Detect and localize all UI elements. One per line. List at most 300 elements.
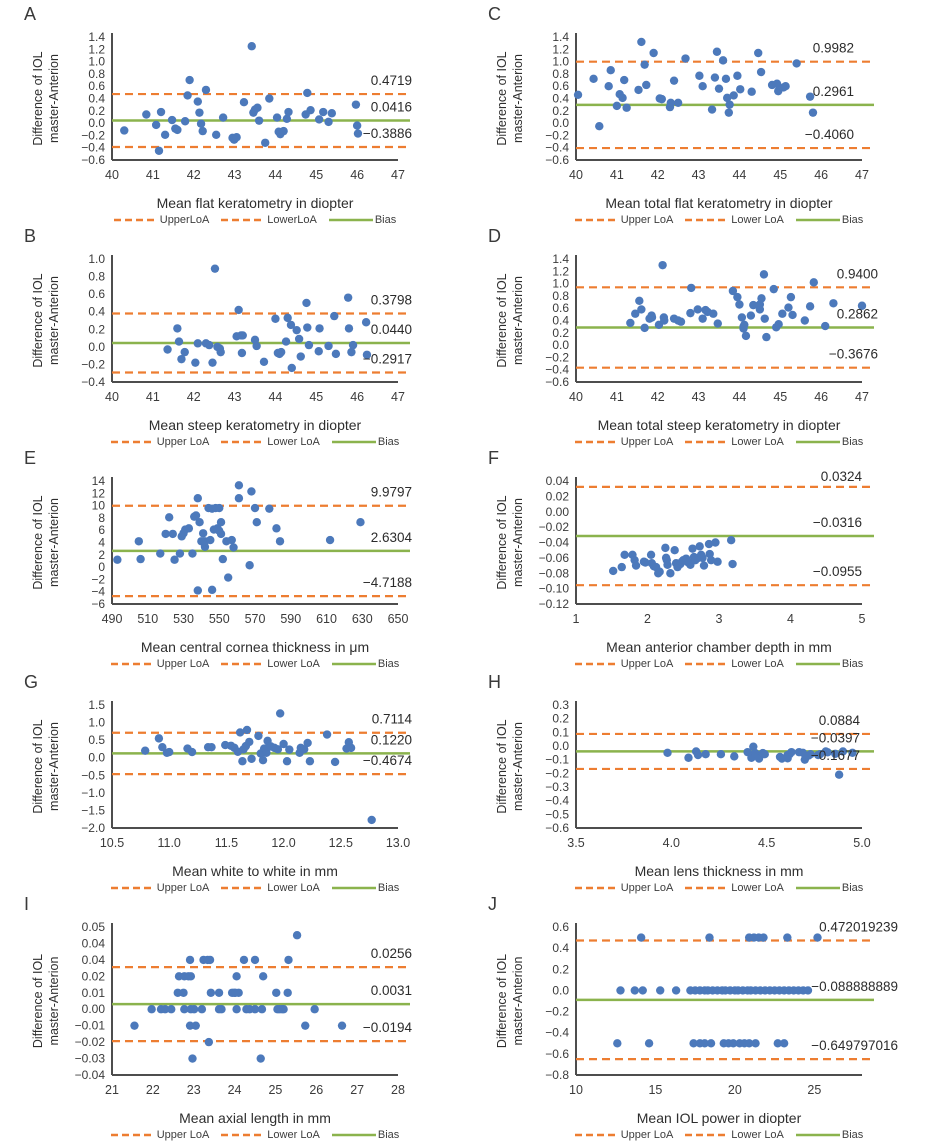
scatter-point <box>813 933 821 941</box>
x-tick-label: 24 <box>227 1083 242 1097</box>
scatter-point <box>254 732 262 740</box>
scatter-point <box>717 750 725 758</box>
x-tick-label: 12.0 <box>271 836 296 850</box>
x-tick-label: 630 <box>351 612 373 626</box>
scatter-point <box>660 316 668 324</box>
x-axis-title: Mean white to white in mm <box>172 863 338 879</box>
scatter-point <box>232 133 240 141</box>
scatter-point <box>663 561 671 569</box>
scatter-point <box>188 1054 196 1062</box>
y-tick-label: 1.0 <box>88 252 105 266</box>
y-tick-label: −0.2 <box>81 357 105 372</box>
x-tick-label: 27 <box>350 1083 365 1097</box>
solid-line-icon <box>796 1132 840 1138</box>
y-tick-label: 0.2 <box>552 962 569 977</box>
y-tick-label: 1.2 <box>552 42 569 57</box>
y-tick-label: −0.2 <box>545 766 569 781</box>
scatter-point <box>206 956 214 964</box>
y-tick-label: 0.2 <box>552 711 569 726</box>
x-tick-label: 40 <box>569 390 583 404</box>
scatter-point <box>284 108 292 116</box>
y-tick-label: −0.03 <box>74 1051 105 1066</box>
scatter-point <box>251 956 259 964</box>
scatter-point <box>788 311 796 319</box>
x-tick-label: 42 <box>650 168 665 182</box>
scatter-point <box>295 335 303 343</box>
scatter-point <box>698 554 706 562</box>
y-tick-label: 0.2 <box>88 103 105 118</box>
scatter-point <box>695 72 703 80</box>
scatter-point <box>181 348 189 356</box>
x-tick-label: 42 <box>186 390 201 404</box>
scatter-point <box>271 315 279 323</box>
panel-G <box>0 668 464 894</box>
y-tick-label: −0.04 <box>74 1068 105 1082</box>
scatter-point <box>658 95 666 103</box>
scatter-point <box>238 349 246 357</box>
scatter-point <box>747 88 755 96</box>
scatter-point <box>607 66 615 74</box>
x-tick-label: 41 <box>609 390 624 404</box>
scatter-point <box>694 751 702 759</box>
scatter-point <box>323 730 331 738</box>
scatter-point <box>229 543 237 551</box>
legend-bias <box>332 1129 399 1141</box>
y-tick-label: −0.4 <box>545 140 569 155</box>
y-tick-label: 0.02 <box>545 489 569 504</box>
scatter-point <box>589 75 597 83</box>
scatter-point <box>674 99 682 107</box>
legend-label: Bias <box>377 882 400 894</box>
x-tick-label: 10.5 <box>99 836 125 850</box>
chart-svg-C <box>464 27 928 190</box>
y-tick-label: 0.1 <box>552 725 569 740</box>
y-tick-label: 1.0 <box>88 54 105 69</box>
y-tick-label: −0.5 <box>81 768 105 783</box>
legend-label: Upper LoA <box>620 436 674 448</box>
y-axis-title-line1: Difference of IOL <box>495 51 509 146</box>
scatter-point <box>141 746 149 754</box>
x-axis-title: Mean axial length in mm <box>179 1110 331 1126</box>
legend-lower-loa <box>221 1129 320 1141</box>
scatter-point <box>622 104 630 112</box>
y-tick-label: 1.4 <box>552 30 569 44</box>
scatter-point <box>315 347 323 355</box>
upper-loa-value: 0.472019239 <box>819 919 898 935</box>
legend-label: Upper LoA <box>156 436 210 448</box>
legend-bias <box>796 1129 863 1141</box>
y-axis-title-line1: Difference of IOL <box>495 719 509 814</box>
scatter-point <box>305 341 313 349</box>
y-axis-title-line1: Difference of IOL <box>31 273 45 368</box>
y-tick-label: −0.10 <box>538 581 569 596</box>
x-axis-title: Mean lens thickness in mm <box>634 863 804 879</box>
panel-B <box>0 222 464 448</box>
bias-value: −0.088888889 <box>811 978 898 994</box>
dashed-line-icon <box>221 661 265 667</box>
legend-label: Upper LoA <box>620 1129 674 1141</box>
y-tick-label: 0.8 <box>552 288 569 303</box>
scatter-point <box>620 76 628 84</box>
scatter-point <box>303 323 311 331</box>
x-tick-label: 44 <box>268 168 283 182</box>
legend-label: Bias <box>841 436 864 448</box>
scatter-point <box>735 300 743 308</box>
y-tick-label: 12 <box>91 486 105 501</box>
bias-value: −0.0316 <box>812 515 862 531</box>
y-tick-label: 1.0 <box>88 715 105 730</box>
scatter-point <box>297 352 305 360</box>
scatter-point <box>130 1021 138 1029</box>
scatter-point <box>188 748 196 756</box>
panel-letter: F <box>488 448 500 468</box>
y-tick-label: 0.2 <box>552 325 569 340</box>
scatter-point <box>167 1005 175 1013</box>
legend-label: LowerLoA <box>267 214 317 226</box>
y-tick-label: 0.0 <box>552 739 569 753</box>
legend-label: Bias <box>377 658 400 670</box>
legend-label: Lower LoA <box>267 882 320 894</box>
y-axis-title-line2: master-Anterion <box>511 956 525 1046</box>
y-tick-label: −0.2 <box>545 1004 569 1019</box>
scatter-point <box>332 350 340 358</box>
panel-letter: I <box>24 894 30 914</box>
upper-loa-value: 0.4719 <box>370 73 412 89</box>
x-tick-label: 28 <box>391 1083 405 1097</box>
scatter-point <box>283 757 291 765</box>
scatter-point <box>185 524 193 532</box>
scatter-point <box>211 264 219 272</box>
dashed-line-icon <box>685 1132 729 1138</box>
scatter-point <box>219 555 227 563</box>
y-tick-label: −0.6 <box>545 153 569 167</box>
scatter-point <box>253 518 261 526</box>
dashed-line-icon <box>221 1132 265 1138</box>
x-tick-label: 13.0 <box>385 836 411 850</box>
scatter-point <box>810 278 818 286</box>
scatter-point <box>711 73 719 81</box>
scatter-point <box>618 563 626 571</box>
y-tick-label: −6 <box>91 597 105 611</box>
scatter-point <box>761 314 769 322</box>
x-tick-label: 23 <box>186 1083 201 1097</box>
scatter-point <box>757 68 765 76</box>
panel-E <box>0 444 464 668</box>
x-tick-label: 46 <box>350 168 365 182</box>
y-tick-label: −0.02 <box>74 1035 105 1050</box>
scatter-point <box>306 106 314 114</box>
scatter-point <box>787 293 795 301</box>
y-tick-label: 0.0 <box>552 983 569 998</box>
scatter-point <box>666 569 674 577</box>
y-tick-label: 0.04 <box>81 952 105 967</box>
scatter-point <box>199 529 207 537</box>
scatter-point <box>362 318 370 326</box>
panel-letter: G <box>24 672 39 692</box>
bias-value: 0.0031 <box>370 983 412 999</box>
y-tick-label: −0.2 <box>545 350 569 365</box>
upper-loa-value: 0.0884 <box>818 712 860 728</box>
x-tick-label: 41 <box>145 168 160 182</box>
panel-A <box>0 0 464 226</box>
scatter-point <box>626 319 634 327</box>
x-tick-label: 40 <box>569 168 583 182</box>
x-axis-title: Mean IOL power in diopter <box>636 1110 802 1126</box>
y-axis-title-line1: Difference of IOL <box>31 495 45 590</box>
scatter-point <box>163 345 171 353</box>
scatter-point <box>247 487 255 495</box>
scatter-point <box>152 121 160 129</box>
scatter-point <box>695 542 703 550</box>
scatter-point <box>792 59 800 67</box>
scatter-point <box>292 326 300 334</box>
x-tick-label: 43 <box>227 390 242 404</box>
dashed-line-icon <box>575 661 619 667</box>
scatter-point <box>770 285 778 293</box>
x-tick-label: 45 <box>309 390 324 404</box>
y-tick-label: −0.2 <box>81 128 105 143</box>
legend-label: Bias <box>377 436 400 448</box>
y-tick-label: −0.01 <box>74 1018 105 1033</box>
scatter-point <box>353 121 361 129</box>
x-axis-title: Mean total steep keratometry in diopter <box>597 417 841 433</box>
scatter-point <box>240 98 248 106</box>
x-tick-label: 490 <box>101 612 123 626</box>
scatter-point <box>711 538 719 546</box>
scatter-point <box>757 294 765 302</box>
y-tick-label: 0.00 <box>545 504 569 519</box>
y-axis-title-line2: master-Anterion <box>511 722 525 811</box>
x-tick-label: 15 <box>648 1083 663 1097</box>
scatter-point <box>165 748 173 756</box>
scatter-point <box>616 986 624 994</box>
lower-loa-value: −0.0955 <box>812 564 862 580</box>
scatter-point <box>190 1005 198 1013</box>
y-tick-label: 0.02 <box>81 969 105 984</box>
x-tick-label: 42 <box>650 390 665 404</box>
x-tick-label: 10 <box>569 1083 583 1097</box>
scatter-point <box>640 60 648 68</box>
y-tick-label: 0.5 <box>88 733 105 748</box>
scatter-point <box>258 1005 266 1013</box>
scatter-point <box>315 324 323 332</box>
y-tick-label: 1.0 <box>552 54 569 69</box>
scatter-point <box>733 293 741 301</box>
scatter-point <box>595 122 603 130</box>
solid-line-icon <box>796 661 840 667</box>
scatter-point <box>761 750 769 758</box>
y-tick-label: −0.04 <box>538 535 569 550</box>
y-tick-label: 0.8 <box>88 66 105 81</box>
scatter-point <box>283 989 291 997</box>
y-tick-label: 1.5 <box>88 698 105 712</box>
chart-svg-E <box>0 471 464 634</box>
scatter-point <box>205 1038 213 1046</box>
x-tick-label: 46 <box>350 390 365 404</box>
x-tick-label: 44 <box>732 390 747 404</box>
scatter-point <box>224 573 232 581</box>
x-tick-label: 610 <box>316 612 337 626</box>
scatter-point <box>742 332 750 340</box>
legend-lower-loa <box>685 1129 784 1141</box>
scatter-point <box>277 348 285 356</box>
y-axis-title-line1: Difference of IOL <box>495 273 509 368</box>
scatter-point <box>245 738 253 746</box>
scatter-point <box>715 84 723 92</box>
scatter-point <box>265 94 273 102</box>
scatter-point <box>168 116 176 124</box>
chart-svg-B <box>0 249 464 412</box>
scatter-point <box>655 568 663 576</box>
scatter-point <box>194 494 202 502</box>
scatter-point <box>331 758 339 766</box>
y-tick-label: 0 <box>98 560 105 575</box>
scatter-point <box>667 99 675 107</box>
y-tick-label: 0.8 <box>552 66 569 81</box>
scatter-point <box>821 322 829 330</box>
y-tick-label: −0.6 <box>81 153 105 167</box>
y-axis-title-line1: Difference of IOL <box>31 719 45 814</box>
scatter-point <box>632 561 640 569</box>
scatter-point <box>285 745 293 753</box>
y-tick-label: 0.4 <box>88 304 105 319</box>
x-tick-label: 25 <box>807 1083 822 1097</box>
scatter-point <box>234 306 242 314</box>
scatter-point <box>208 358 216 366</box>
x-tick-label: 5 <box>858 612 866 626</box>
scatter-point <box>347 744 355 752</box>
scatter-point <box>208 586 216 594</box>
scatter-point <box>328 109 336 117</box>
scatter-point <box>169 530 177 538</box>
y-axis-title-line2: master-Anterion <box>47 498 61 587</box>
legend-label: Lower LoA <box>267 1129 320 1141</box>
panel-letter: B <box>24 226 37 246</box>
panel-D <box>464 222 928 448</box>
y-tick-label: −1.0 <box>81 785 105 800</box>
scatter-point <box>637 933 645 941</box>
y-tick-label: 0.3 <box>552 698 569 712</box>
panel-J <box>464 890 928 1148</box>
upper-loa-value: 0.9400 <box>836 266 878 282</box>
scatter-point <box>247 755 255 763</box>
scatter-point <box>631 986 639 994</box>
lower-loa-value: −0.3676 <box>828 346 878 362</box>
y-tick-label: 1.4 <box>88 30 105 44</box>
x-tick-label: 22 <box>145 1083 160 1097</box>
scatter-point <box>197 120 205 128</box>
scatter-point <box>701 750 709 758</box>
y-tick-label: 0.8 <box>88 269 105 284</box>
y-axis-title-line1: Difference of IOL <box>495 495 509 590</box>
scatter-point <box>273 113 281 121</box>
lower-loa-value: −0.4674 <box>362 753 412 769</box>
scatter-point <box>613 102 621 110</box>
legend-upper-loa <box>575 1129 674 1141</box>
x-axis-title: Mean anterior chamber depth in mm <box>606 639 832 655</box>
scatter-point <box>185 76 193 84</box>
bias-value: 0.2961 <box>812 83 854 99</box>
scatter-point <box>195 108 203 116</box>
scatter-point <box>217 1005 225 1013</box>
scatter-point <box>714 319 722 327</box>
scatter-point <box>349 341 357 349</box>
scatter-point <box>217 518 225 526</box>
x-tick-label: 5.0 <box>853 836 871 850</box>
x-tick-label: 47 <box>391 168 405 182</box>
scatter-point <box>260 358 268 366</box>
x-tick-label: 4.0 <box>662 836 681 850</box>
solid-line-icon <box>332 1132 376 1138</box>
x-tick-label: 43 <box>691 390 706 404</box>
legend-label: Lower LoA <box>731 214 784 226</box>
x-tick-label: 42 <box>186 168 201 182</box>
y-axis-title-line1: Difference of IOL <box>495 953 509 1049</box>
y-tick-label: −0.12 <box>538 597 569 611</box>
scatter-point <box>637 305 645 313</box>
scatter-point <box>279 127 287 135</box>
y-tick-label: 0.4 <box>552 941 569 956</box>
y-axis-title-line1: Difference of IOL <box>31 953 45 1049</box>
scatter-point <box>276 537 284 545</box>
panel-I <box>0 890 464 1148</box>
scatter-point <box>722 75 730 83</box>
legend <box>464 1129 928 1141</box>
scatter-point <box>700 561 708 569</box>
y-tick-label: 14 <box>91 474 105 488</box>
scatter-point <box>235 481 243 489</box>
x-tick-label: 20 <box>727 1083 742 1097</box>
scatter-point <box>173 324 181 332</box>
scatter-point <box>175 337 183 345</box>
scatter-point <box>234 989 242 997</box>
lower-loa-value: −0.4060 <box>804 127 854 143</box>
y-tick-label: 4 <box>98 535 105 550</box>
scatter-point <box>705 933 713 941</box>
y-tick-label: 0.04 <box>81 936 105 951</box>
scatter-point <box>730 752 738 760</box>
scatter-point <box>574 91 582 99</box>
y-tick-label: 1.2 <box>552 264 569 279</box>
x-tick-label: 41 <box>609 168 624 182</box>
scatter-point <box>207 989 215 997</box>
lower-loa-value: −0.649797016 <box>811 1038 898 1054</box>
scatter-point <box>354 129 362 137</box>
upper-loa-value: 0.0256 <box>370 946 412 962</box>
scatter-point <box>238 757 246 765</box>
y-tick-label: −1.5 <box>81 803 105 818</box>
scatter-point <box>647 551 655 559</box>
scatter-point <box>142 110 150 118</box>
x-tick-label: 1 <box>572 612 580 626</box>
legend-label: Lower LoA <box>267 658 320 670</box>
scatter-point <box>315 115 323 123</box>
scatter-point <box>730 91 738 99</box>
y-tick-label: −0.06 <box>538 550 569 565</box>
dashed-line-icon <box>111 661 155 667</box>
scatter-point <box>161 131 169 139</box>
scatter-point <box>347 348 355 356</box>
scatter-point <box>135 537 143 545</box>
scatter-point <box>192 1021 200 1029</box>
solid-line-icon <box>332 661 376 667</box>
scatter-point <box>639 986 647 994</box>
scatter-point <box>783 933 791 941</box>
scatter-point <box>681 54 689 62</box>
scatter-point <box>161 530 169 538</box>
legend-label: Upper LoA <box>156 658 210 670</box>
scatter-point <box>205 341 213 349</box>
